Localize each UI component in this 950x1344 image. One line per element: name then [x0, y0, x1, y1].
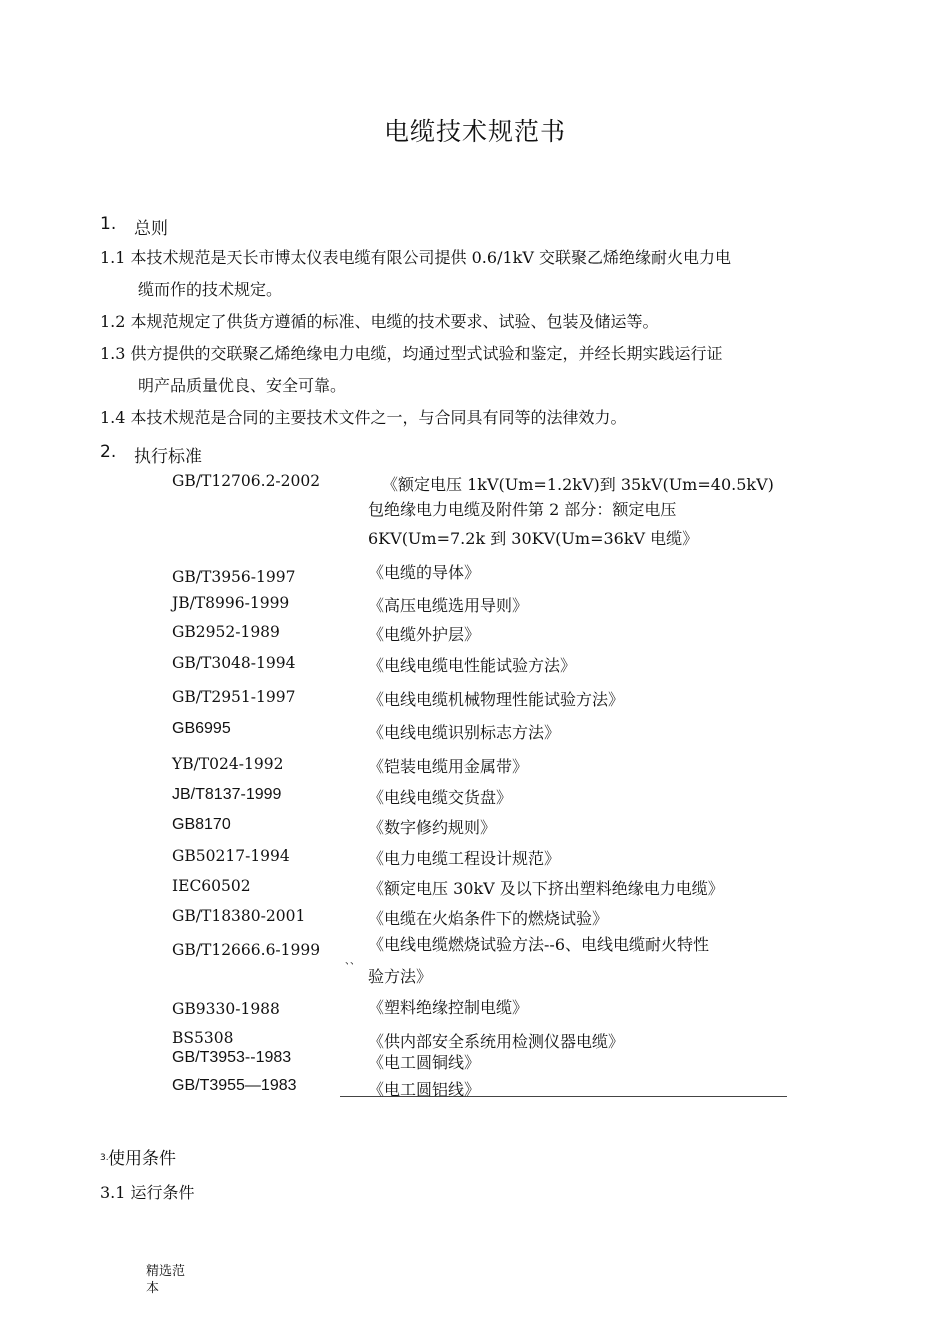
- clause-1-3-line-1: 1.3 供方提供的交联聚乙烯绝缘电力电缆，均通过型式试验和鉴定，并经长期实践运行证: [100, 344, 723, 363]
- standard-code: BS5308: [172, 1029, 234, 1047]
- section-3-heading: 使用条件: [108, 1149, 176, 1169]
- section-2-number: 2.: [100, 442, 117, 462]
- standard-code: GB/T12706.2-2002: [172, 472, 321, 490]
- standard-code: GB/T18380-2001: [172, 907, 306, 925]
- section-3-number: 3.: [100, 1153, 109, 1163]
- standard-code: GB9330-1988: [172, 1000, 280, 1018]
- standard-code: IEC60502: [172, 877, 251, 895]
- standard-title: 《电工圆铝线》: [368, 1080, 481, 1099]
- standard-title: 《电缆外护层》: [368, 625, 481, 644]
- standard-title: 《电缆的导体》: [368, 563, 481, 582]
- standard-title: 《电工圆铜线》: [368, 1053, 481, 1072]
- section-1-heading: 总则: [134, 219, 168, 239]
- standard-title: 《电线电缆识别标志方法》: [368, 723, 561, 742]
- standard-title-line-1: 《电线电缆燃烧试验方法--6、电线电缆耐火特性: [368, 935, 709, 954]
- clause-1-3-line-2: 明产品质量优良、安全可靠。: [138, 376, 347, 395]
- standard-code: GB2952-1989: [172, 623, 280, 641]
- standard-title: 《铠装电缆用金属带》: [368, 757, 529, 776]
- stray-mark: 、、: [345, 956, 360, 967]
- clause-1-1-line-1: 1.1 本技术规范是天长市博太仪表电缆有限公司提供 0.6/1kV 交联聚乙烯绝缘耐火电力电: [100, 248, 731, 267]
- standard-code: GB/T3956-1997: [172, 568, 296, 586]
- standard-title: 《电线电缆电性能试验方法》: [368, 656, 577, 675]
- standard-code: JB/T8996-1999: [172, 594, 290, 612]
- clause-1-1-line-2: 缆而作的技术规定。: [138, 280, 283, 299]
- standard-title: 《电力电缆工程设计规范》: [368, 849, 561, 868]
- clause-1-2: 1.2 本规范规定了供货方遵循的标准、电缆的技术要求、试验、包装及储运等。: [100, 312, 659, 331]
- standard-title: 《高压电缆选用导则》: [368, 596, 529, 615]
- footer-line-2: 本: [146, 1281, 160, 1296]
- standard-title: 《电线电缆交货盘》: [368, 788, 513, 807]
- standard-code: GB6995: [172, 720, 231, 737]
- standard-code: GB/T3953--1983: [172, 1049, 292, 1066]
- standard-code: GB/T3955—1983: [172, 1077, 297, 1094]
- section-2-heading: 执行标准: [134, 447, 202, 467]
- standard-title: 《供内部安全系统用检测仪器电缆》: [368, 1032, 625, 1051]
- standard-title: 《电缆在火焰条件下的燃烧试验》: [368, 909, 609, 928]
- document-title: 电缆技术规范书: [383, 117, 566, 146]
- clause-1-4: 1.4 本技术规范是合同的主要技术文件之一，与合同具有同等的法律效力。: [100, 408, 627, 427]
- standard-title-line-2: 验方法》: [368, 967, 433, 986]
- standard-code: GB/T3048-1994: [172, 654, 296, 672]
- standard-title: 《塑料绝缘控制电缆》: [368, 998, 529, 1017]
- standard-code: YB/T024-1992: [172, 755, 284, 773]
- standard-title: 《电线电缆机械物理性能试验方法》: [368, 690, 625, 709]
- standard-title-line-2: 包绝缘电力电缆及附件第 2 部分：额定电压: [368, 500, 677, 519]
- section-1-number: 1.: [100, 214, 117, 234]
- standard-code: GB/T12666.6-1999: [172, 941, 321, 959]
- standard-code: JB/T8137-1999: [172, 786, 282, 803]
- standard-code: GB/T2951-1997: [172, 688, 296, 706]
- standard-title-line-3: 6KV(Um=7.2k 到 30KV(Um=36kV 电缆》: [368, 529, 699, 548]
- standard-title: 《额定电压 30kV 及以下挤出塑料绝缘电力电缆》: [368, 879, 724, 898]
- footer-line-1: 精选范: [146, 1264, 186, 1279]
- standard-code: GB8170: [172, 816, 231, 833]
- standard-title-line-1: 《额定电压 1kV(Um=1.2kV)到 35kV(Um=40.5kV): [382, 475, 774, 494]
- standard-code: GB50217-1994: [172, 847, 290, 865]
- standard-title: 《数字修约规则》: [368, 818, 497, 837]
- clause-3-1: 3.1 运行条件: [100, 1183, 195, 1202]
- divider-line: [340, 1096, 787, 1097]
